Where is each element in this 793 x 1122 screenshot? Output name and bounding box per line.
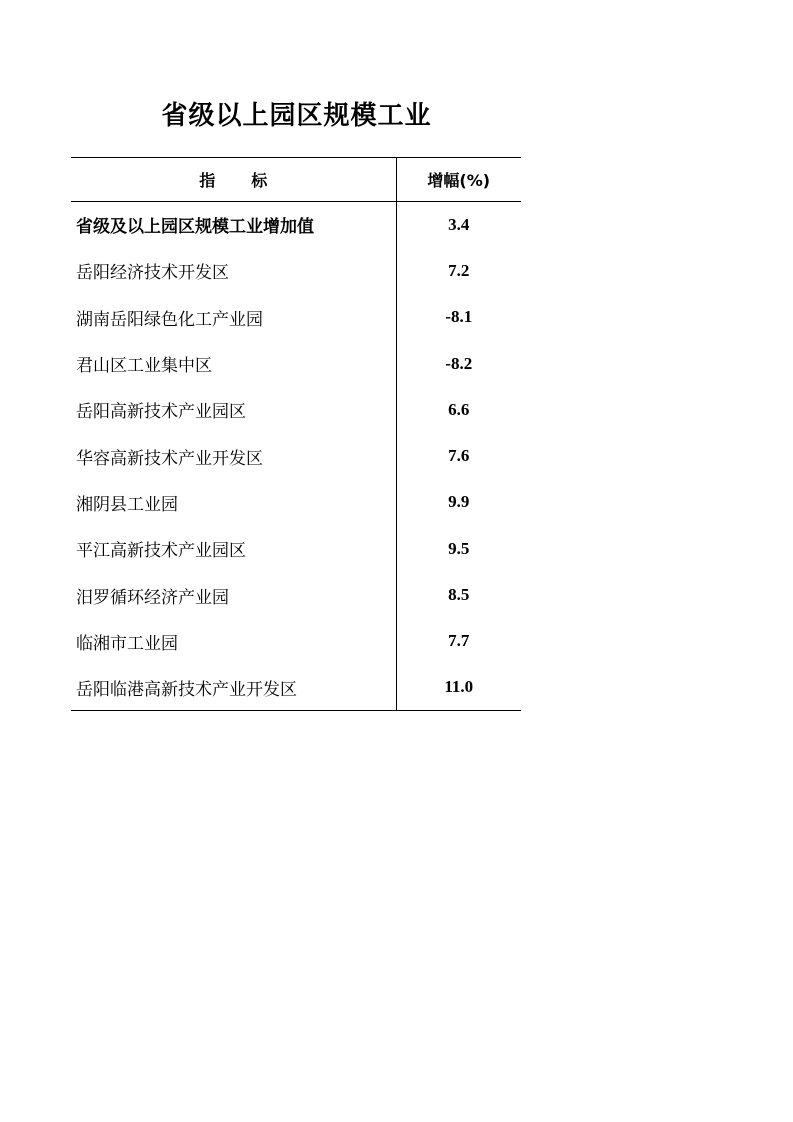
table-header <box>71 158 521 202</box>
growth-column-header: 增幅(%) <box>396 158 521 202</box>
indicator-cell: 汨罗循环经济产业园 <box>76 587 229 608</box>
growth-value-cell: -8.1 <box>396 294 521 340</box>
indicator-cell: 君山区工业集中区 <box>76 356 212 377</box>
growth-value-cell: -8.2 <box>396 340 521 386</box>
indicator-cell: 平江高新技术产业园区 <box>76 541 246 562</box>
table-row <box>71 340 521 386</box>
indicator-cell: 岳阳经济技术开发区 <box>76 263 229 284</box>
indicator-cell: 省级及以上园区规模工业增加值 <box>76 217 314 238</box>
growth-value-cell: 7.7 <box>396 618 521 664</box>
growth-value-cell: 9.5 <box>396 526 521 572</box>
table-row <box>71 248 521 294</box>
indicator-cell: 岳阳临港高新技术产业开发区 <box>71 664 396 710</box>
growth-value-cell: 3.4 <box>396 202 521 248</box>
growth-value-cell: 6.6 <box>396 387 521 433</box>
table-row <box>71 387 521 433</box>
indicator-header-right: 标 <box>251 171 268 190</box>
table-row <box>71 294 521 340</box>
growth-value-cell: 8.5 <box>396 572 521 618</box>
growth-value-cell: 9.9 <box>396 479 521 525</box>
indicator-cell: 岳阳高新技术产业园区 <box>76 402 246 423</box>
table-header-row <box>71 158 521 202</box>
indicator-cell: 华容高新技术产业开发区 <box>76 448 263 469</box>
page-title: 省级以上园区规模工业 <box>161 101 432 131</box>
indicator-header-left: 指 <box>199 171 216 190</box>
table-body <box>71 202 521 711</box>
growth-value-cell: 7.2 <box>396 248 521 294</box>
table-row <box>71 433 521 479</box>
table-row <box>71 664 521 710</box>
growth-value-cell: 11.0 <box>396 664 521 710</box>
table-row <box>71 572 521 618</box>
indicator-cell: 临湘市工业园 <box>76 633 178 654</box>
indicator-column-header <box>71 158 396 202</box>
table-row <box>71 479 521 525</box>
growth-table <box>71 157 521 711</box>
indicator-cell: 湖南岳阳绿色化工产业园 <box>76 309 263 330</box>
table-row <box>71 202 521 248</box>
growth-value-cell: 7.6 <box>396 433 521 479</box>
indicator-cell: 湘阴县工业园 <box>76 494 178 515</box>
table-row <box>71 618 521 664</box>
table-row <box>71 526 521 572</box>
